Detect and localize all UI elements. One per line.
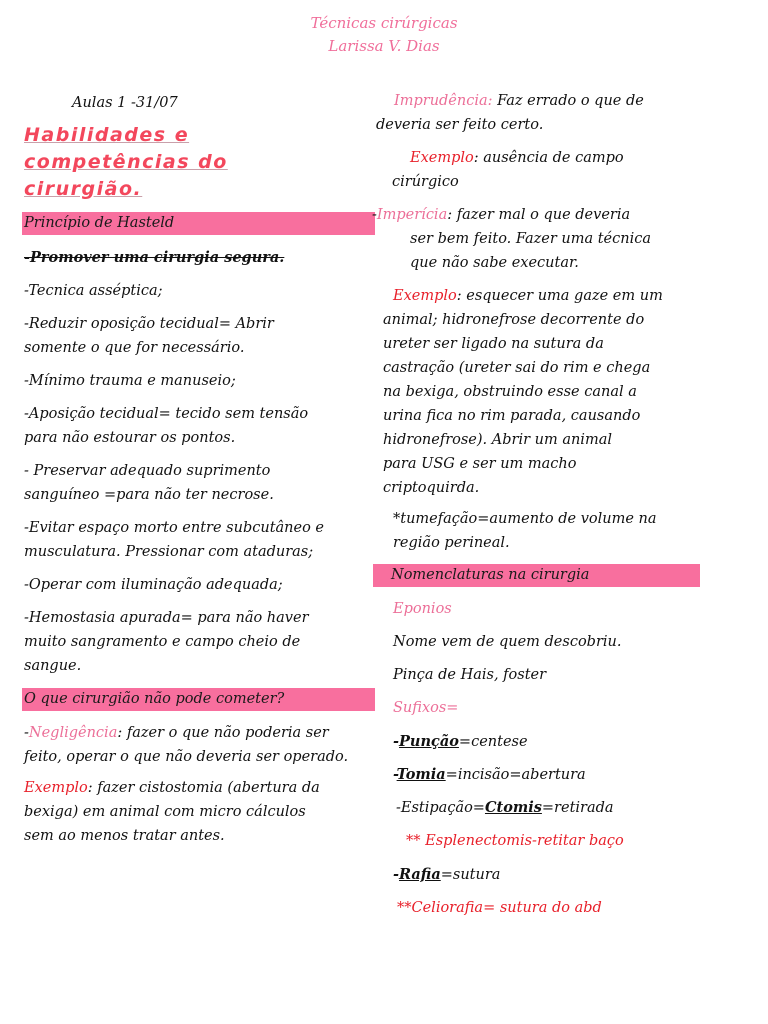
list-item: -Tecnica asséptica; <box>24 283 163 299</box>
text-line: Pinça de Hais, foster <box>393 667 547 683</box>
line: cirúrgico <box>392 174 459 190</box>
list-item <box>24 312 379 360</box>
suffix-item-rafia <box>393 863 500 887</box>
lesson-date: Aulas 1 -31/07 <box>72 95 178 111</box>
line: - Preservar adequado suprimento <box>24 463 271 479</box>
term-impericia: Imperícia <box>376 207 448 223</box>
example-paragraph-2 <box>383 284 718 500</box>
highlight-heading-nomenclature: Nomenclaturas na cirurgia <box>373 564 700 587</box>
impericia-paragraph <box>372 203 712 275</box>
line: feito, operar o que não deveria ser operado. <box>24 749 349 765</box>
negligence-paragraph <box>24 721 389 769</box>
line: -Reduzir oposição tecidual= Abrir <box>24 316 274 332</box>
suffix-meaning: =incisão=abertura <box>445 767 586 783</box>
subheading-sufixos: Sufixos= <box>393 700 459 716</box>
dash: - <box>393 733 400 750</box>
term-example: Exemplo <box>410 150 474 166</box>
list-item <box>24 459 379 507</box>
suffix-meaning: =sutura <box>440 867 501 883</box>
line: hidronefrose). Abrir um animal <box>383 432 612 448</box>
suffix-term: Ctomis <box>484 799 542 816</box>
line: animal; hidronefrose decorrente do <box>383 312 645 328</box>
line: ureter ser ligado na sutura da <box>383 336 604 352</box>
term-negligence: Negligência <box>28 725 118 741</box>
line: criptoquirda. <box>383 480 480 496</box>
line: -Aposição tecidual= tecido sem tensão <box>24 406 309 422</box>
line: deveria ser feito certo. <box>376 117 544 133</box>
list-item <box>24 402 379 450</box>
line: sanguíneo =para não ter necrose. <box>24 487 274 503</box>
page-title: Técnicas cirúrgicas <box>310 14 458 32</box>
line: -Hemostasia apurada= para não haver <box>24 610 309 626</box>
suffix-term: Rafia <box>399 866 441 883</box>
example-paragraph <box>24 776 379 848</box>
list-item <box>24 516 384 564</box>
suffix-example-celiorafia: **Celiorafia= sutura do abd <box>397 900 602 916</box>
text-line: Nome vem de quem descobriu. <box>393 634 622 650</box>
line: somente o que for necessário. <box>24 340 245 356</box>
line: para não estourar os pontos. <box>24 430 236 446</box>
term-imprudence: Imprudência: <box>394 93 493 109</box>
list-item <box>24 606 379 678</box>
highlight-heading-not-commit: O que cirurgião não pode cometer? <box>22 688 375 711</box>
suffix-item-puncao <box>393 730 528 754</box>
imprudence-paragraph <box>376 89 716 137</box>
term-example: Exemplo <box>393 288 457 304</box>
line: -Evitar espaço morto entre subcutâneo e <box>24 520 325 536</box>
title-line: Habilidades e <box>24 124 190 146</box>
dash: - <box>372 207 377 223</box>
line: : fazer o que não poderia ser <box>117 725 329 741</box>
suffix-item-ctomis <box>396 796 614 820</box>
dash: - <box>393 866 400 883</box>
title-line: competências do <box>24 151 228 173</box>
line: musculatura. Pressionar com ataduras; <box>24 544 314 560</box>
line: para USG e ser um macho <box>383 456 577 472</box>
highlight-heading-hasteld: Princípio de Hasteld <box>22 212 375 235</box>
subheading-eponios: Eponios <box>393 601 452 617</box>
title-line: cirurgião. <box>24 178 143 200</box>
line: que não sabe executar. <box>410 255 579 271</box>
suffix-prefix: -Estipação= <box>396 800 485 816</box>
line: ser bem feito. Fazer uma técnica <box>410 231 651 247</box>
line: região perineal. <box>393 535 510 551</box>
term-example: Exemplo <box>24 780 88 796</box>
section-title <box>24 122 228 203</box>
line: : esquecer uma gaze em um <box>456 288 663 304</box>
line: : fazer mal o que deveria <box>447 207 631 223</box>
suffix-term: Punção <box>399 733 459 750</box>
line: : ausência de campo <box>473 150 624 166</box>
line: : fazer cistostomia (abertura da <box>87 780 320 796</box>
suffix-item-tomia <box>393 763 586 787</box>
line: na bexiga, obstruindo esse canal a <box>383 384 637 400</box>
list-item: -Mínimo trauma e manuseio; <box>24 373 236 389</box>
line: bexiga) em animal com micro cálculos <box>24 804 306 820</box>
example-paragraph-1 <box>392 146 712 194</box>
line: sangue. <box>24 658 82 674</box>
line: urina fica no rim parada, causando <box>383 408 641 424</box>
dash: - <box>24 725 29 741</box>
line: muito sangramento e campo cheio de <box>24 634 301 650</box>
suffix-meaning: =centese <box>458 734 528 750</box>
list-item: -Operar com iluminação adequada; <box>24 577 283 593</box>
line: Faz errado o que de <box>492 93 644 109</box>
line: castração (ureter sai do rim e chega <box>383 360 651 376</box>
line: *tumefação=aumento de volume na <box>393 511 657 527</box>
suffix-meaning: =retirada <box>541 800 614 816</box>
list-item: -Promover uma cirurgia segura. <box>24 249 285 266</box>
suffix-term: Tomia <box>396 766 446 783</box>
tumefacao-note <box>393 507 723 555</box>
line: sem ao menos tratar antes. <box>24 828 225 844</box>
author-name: Larissa V. Dias <box>328 37 440 55</box>
dash: - <box>393 766 397 783</box>
suffix-example-esplenectomia: ** Esplenectomis-retitar baço <box>406 833 624 849</box>
